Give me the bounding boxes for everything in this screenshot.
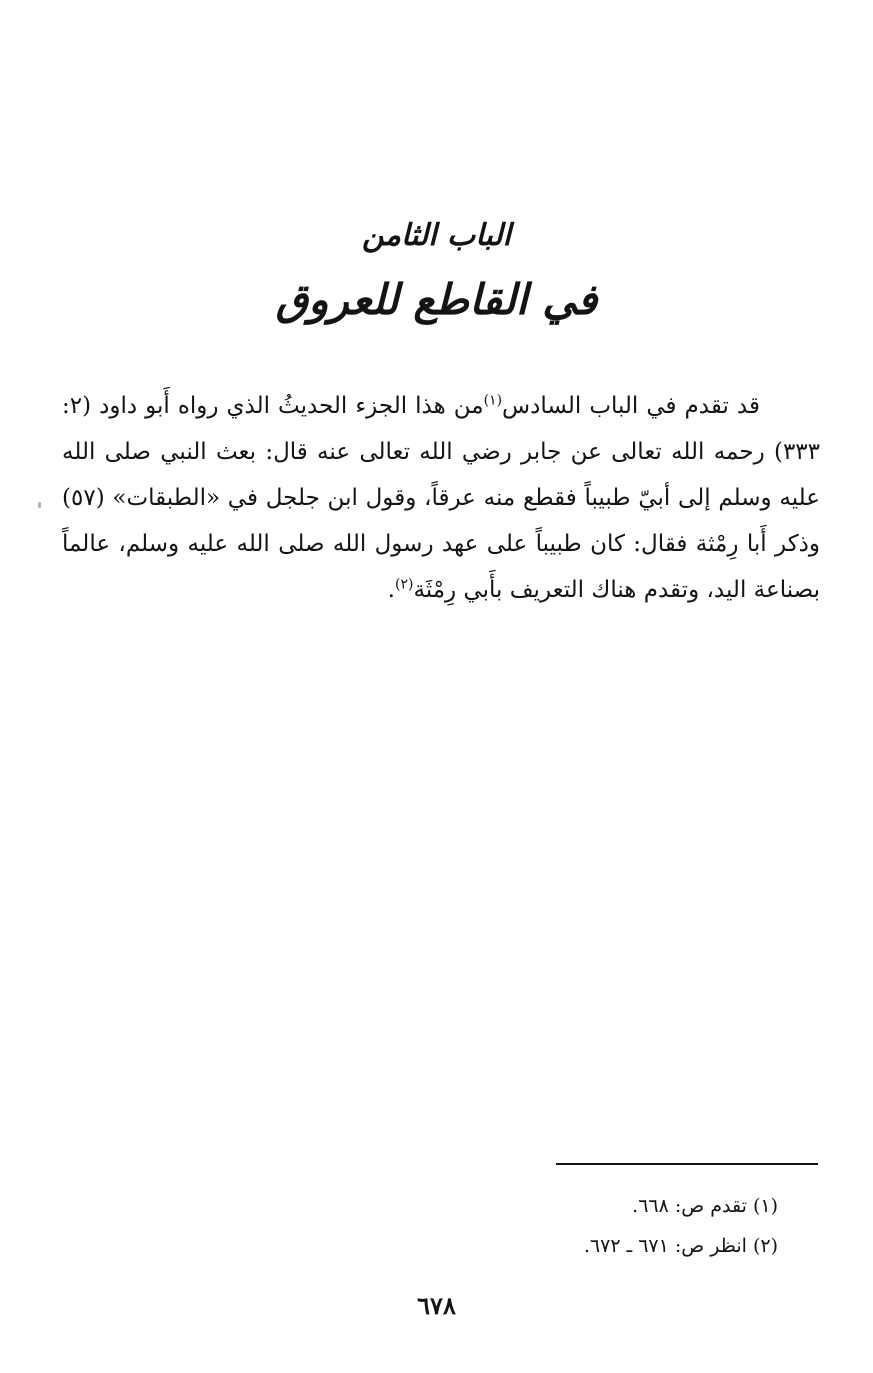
- footnotes: [440, 1186, 778, 1266]
- footnote-ref-1: (١): [483, 392, 503, 409]
- footnote-2: (٢) انظر ص: ٦٧١ ـ ٦٧٢.: [583, 1235, 778, 1257]
- body-paragraph: [62, 383, 820, 613]
- footnote-divider: [556, 1163, 818, 1165]
- chapter-label: الباب الثامن: [362, 218, 511, 253]
- body-text-segment-3: .: [387, 577, 395, 603]
- footnote-1: (١) تقدم ص: ٦٦٨.: [632, 1195, 778, 1217]
- chapter-title: في القاطع للعروق: [275, 275, 598, 324]
- body-text-segment-1: قد تقدم في الباب السادس: [502, 393, 760, 419]
- body-text-segment-2: من هذا الجزء الحديثُ الذي رواه أَبو داود (٢: ٣٣٣) رحمه الله تعالى عن جابر رضي الله تعالى عنه قال: بعث النبي صلى الله عليه وسلم إلى أبيّ طبيباً فقطع منه عرقاً، وقول ابن جلجل في «الطبقات» (٥٧) وذكر أَبا رِمْثة فقال: كان طبيباً على عهد رسول الله صلى الله عليه وسلم، عالماً بصناعة اليد، وتقدم هناك التعريف بأَبي رِمْثَة: [62, 393, 820, 603]
- page-number: ٦٧٨: [417, 1291, 456, 1320]
- footnote-ref-2: (٢): [394, 576, 414, 593]
- scan-speck: [38, 502, 41, 508]
